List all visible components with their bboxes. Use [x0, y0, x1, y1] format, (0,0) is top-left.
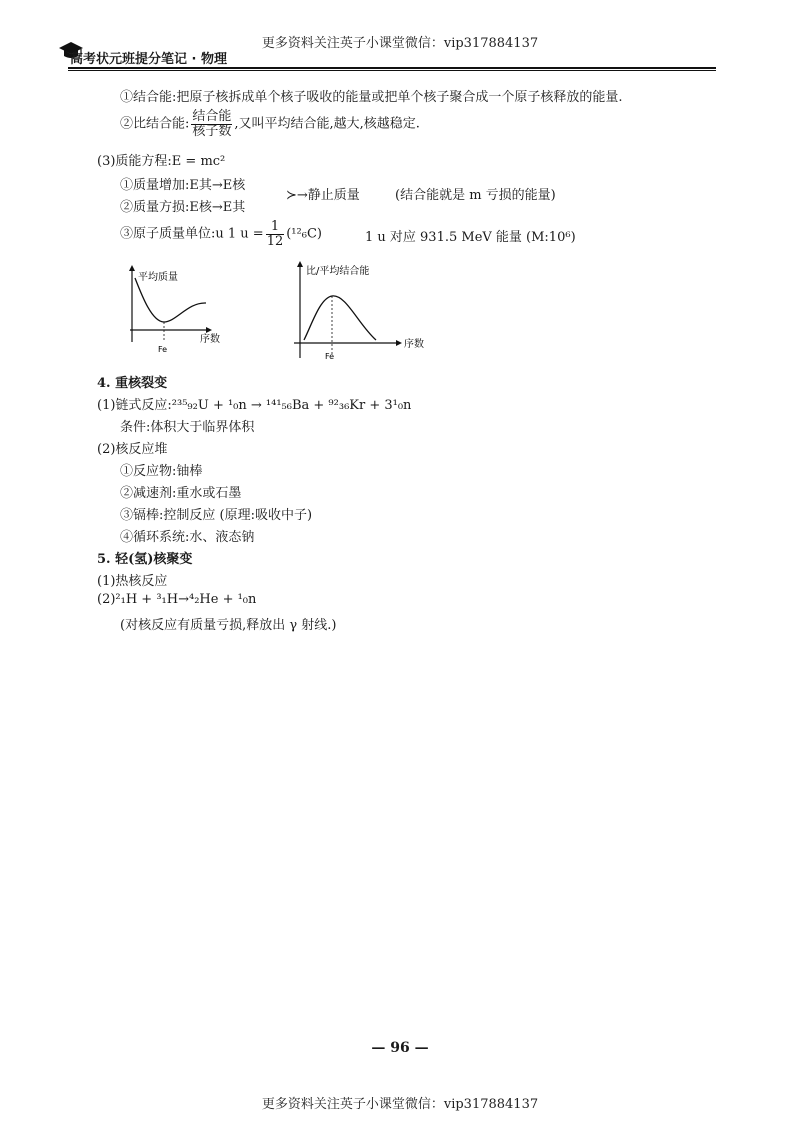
graph2-fe-label: Fe [325, 352, 335, 361]
graph1-y-label: 平均质量 [138, 272, 178, 283]
fusion-equation: (2)²₁H + ³₁H→⁴₂He + ¹₀n [97, 592, 257, 607]
specific-binding-note: ,又叫平均结合能,越大,核越稳定. [234, 116, 420, 132]
specific-binding-label: ②比结合能: [120, 116, 190, 132]
mass-gain: ①质量增加:E其→E核 [120, 178, 246, 193]
graph2-curve [304, 296, 376, 340]
header-title: 高考状元班提分笔记 · 物理 [70, 52, 227, 67]
top-watermark: 更多资料关注英子小课堂微信：vip317884137 [261, 36, 539, 51]
atomic-mass-unit [120, 220, 322, 248]
thermonuclear: (1)热核反应 [97, 574, 168, 589]
graph1-y-arrow [129, 265, 135, 271]
page-number: — 96 — [371, 1040, 429, 1056]
graph1-x-label: 序数 [200, 334, 220, 345]
amu-fraction-numerator: 1 [266, 220, 285, 235]
binding-fraction [191, 110, 232, 138]
fusion-note: (对核反应有质量亏损,释放出 γ 射线.) [120, 618, 337, 633]
mass-loss: ②质量方损:E核→E其 [120, 200, 246, 215]
reactor-moderator: ②减速剂:重水或石墨 [120, 486, 242, 501]
bottom-watermark: 更多资料关注英子小课堂微信：vip317884137 [261, 1097, 539, 1112]
header-rule [68, 67, 716, 69]
chain-reaction: (1)链式反应:²³⁵₉₂U + ¹₀n → ¹⁴¹₅₆Ba + ⁹²₃₆Kr + 3¹₀n [97, 398, 412, 413]
mass-energy-heading: (3)质能方程:E = mc² [97, 154, 226, 169]
binding-energy-graph [288, 258, 438, 368]
rest-mass-note: ≻→静止质量 [286, 188, 360, 203]
critical-condition: 条件:体积大于临界体积 [120, 420, 255, 435]
amu-label: ③原子质量单位:u 1 u = [120, 226, 264, 242]
graph2-y-arrow [297, 261, 303, 267]
specific-binding-energy [120, 110, 420, 138]
amu-energy: 1 u 对应 931.5 MeV 能量 (M:10⁶) [365, 230, 576, 245]
graph2-y-label: 比/平均结合能 [306, 266, 370, 277]
graph2-x-arrow [396, 340, 402, 346]
header-rule-thin [68, 70, 716, 71]
reactor-heading: (2)核反应堆 [97, 442, 168, 457]
reactor-coolant: ④循环系统:水、液态钠 [120, 530, 255, 545]
amu-carbon: (¹²₆C) [286, 226, 322, 242]
binding-fraction-numerator: 结合能 [192, 109, 232, 124]
graph1-curve [135, 278, 206, 322]
fission-heading: 4. 重核裂变 [97, 376, 168, 391]
reactor-control-rod: ③镉棒:控制反应 (原理:吸收中子) [120, 508, 313, 523]
graph1-fe-label: Fe [158, 345, 168, 354]
binding-energy-definition: ①结合能:把原子核拆成单个核子吸收的能量或把单个核子聚合成一个原子核释放的能量. [120, 90, 623, 105]
fusion-heading: 5. 轻(氢)核聚变 [97, 552, 193, 567]
binding-fraction-denominator: 核子数 [192, 123, 232, 139]
graph1-x-arrow [206, 327, 212, 333]
binding-mass-note: (结合能就是 m 亏损的能量) [395, 188, 556, 203]
amu-fraction [266, 220, 285, 248]
amu-fraction-denominator: 12 [266, 233, 284, 249]
graph2-x-label: 序数 [404, 339, 424, 350]
average-mass-graph [120, 262, 230, 362]
reactor-fuel: ①反应物:铀棒 [120, 464, 203, 479]
